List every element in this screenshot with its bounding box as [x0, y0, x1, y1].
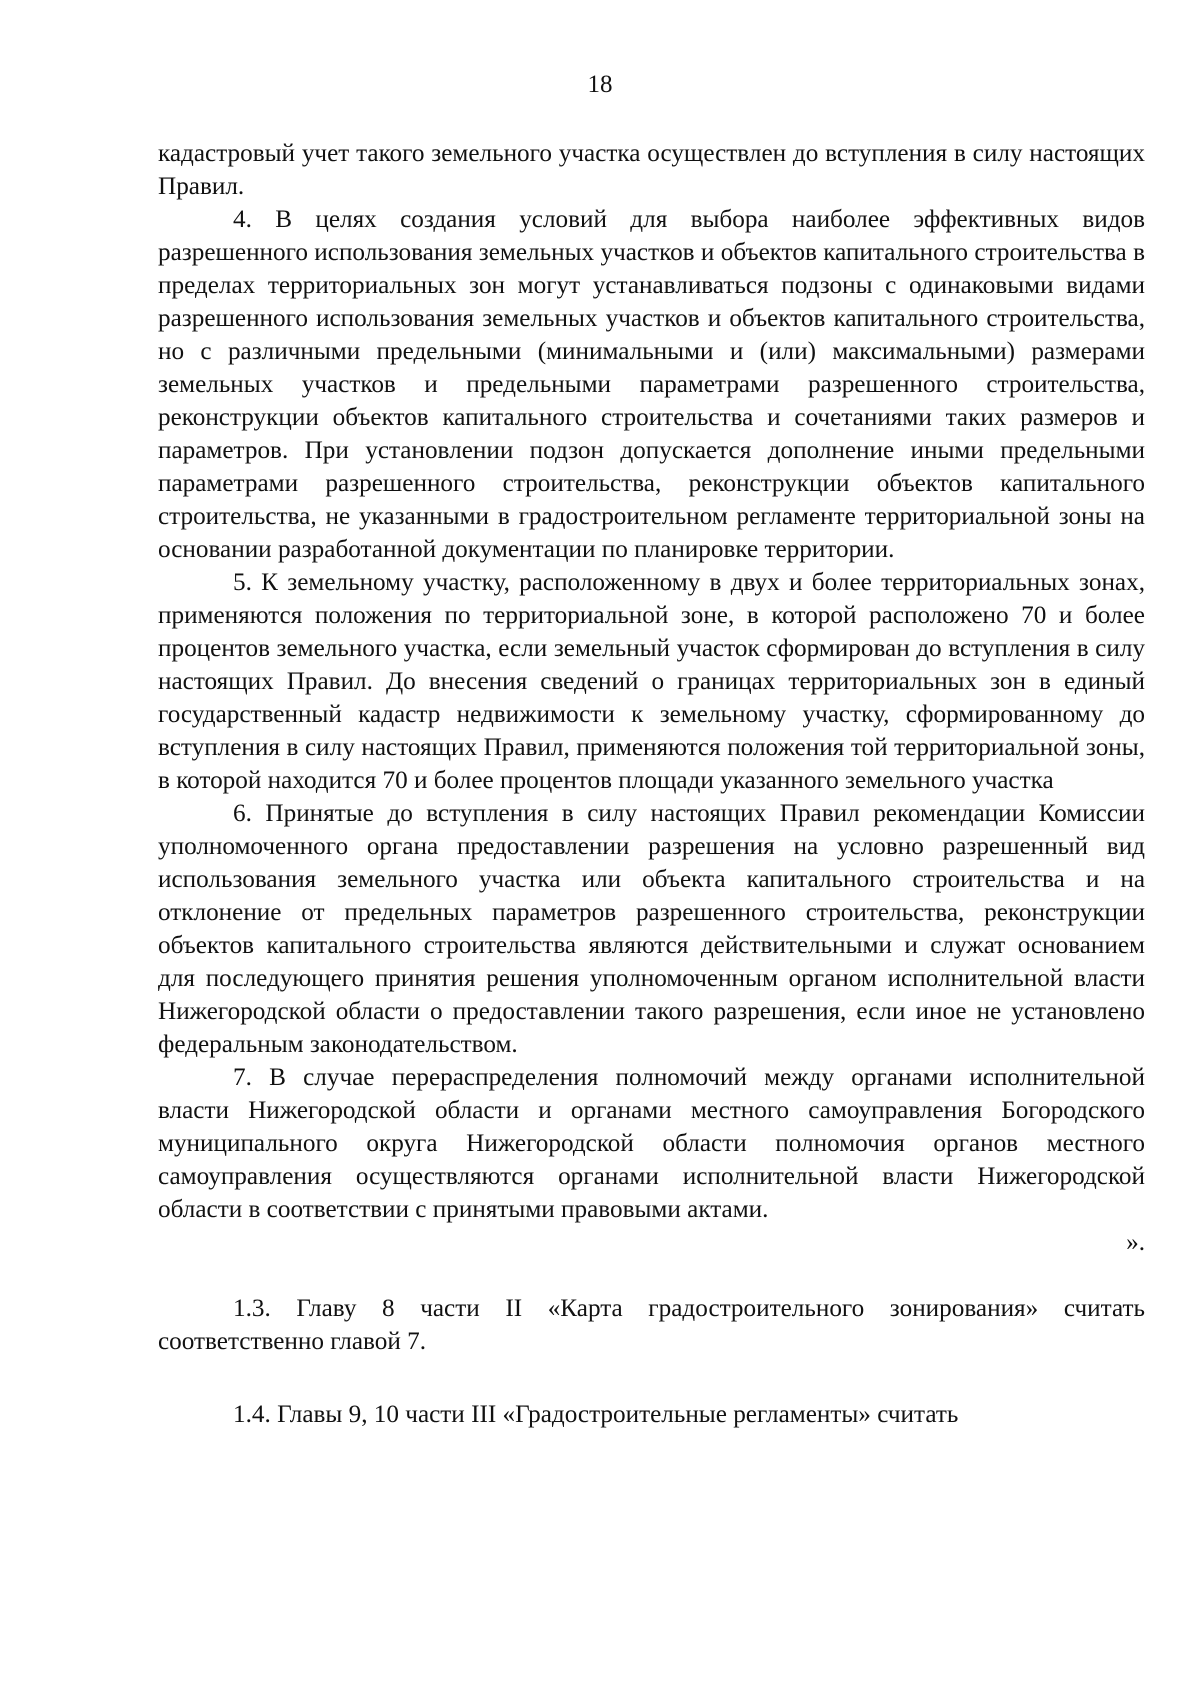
paragraph-7: 7. В случае перераспределения полномочий между органами исполнительной власти Нижегородской области и органами местного самоуправления Богородского муниципального округа Нижегородской области полномочия органов местного самоуправления осуществляются органами исполнительной власти Нижегородской области в соответствии с принятыми правовыми актами.: [158, 1064, 1145, 1223]
paragraph-4: 4. В целях создания условий для выбора наиболее эффективных видов разрешенного использования земельных участков и объектов капитального строительства в пределах территориальных зон могут устанавливаться подзоны с одинаковыми видами разрешенного использования земельных участков и объектов капитального строительства, но с различными предельными (минимальными и (или) максимальными) размерами земельных участков и предельными параметрами разрешенного строительства, реконструкции объектов капитального строительства и сочетаниями таких размеров и параметров. При установлении подзон допускается дополнение иными предельными параметрами разрешенного строительства, реконструкции объектов капитального строительства, не указанными в градостроительном регламенте территориальной зоны на основании разработанной документации по планировке территории.: [158, 206, 1145, 563]
page-number: 18: [587, 71, 613, 98]
paragraph-1-4: 1.4. Главы 9, 10 части III «Градостроительные регламенты» считать: [233, 1401, 959, 1428]
paragraph-continuation: кадастровый учет такого земельного участка осуществлен до вступления в силу настоящих Правил.: [158, 140, 1145, 200]
paragraph-6: 6. Принятые до вступления в силу настоящих Правил рекомендации Комиссии уполномоченного органа предоставлении разрешения на условно разрешенный вид использования земельного участка или объекта капитального строительства и на отклонение от предельных параметров разрешенного строительства, реконструкции объектов капитального строительства являются действительными и служат основанием для последующего принятия решения уполномоченным органом исполнительной власти Нижегородской области о предоставлении такого разрешения, если иное не установлено федеральным законодательством.: [158, 800, 1145, 1058]
closing-quote: ».: [1126, 1229, 1145, 1256]
paragraph-5: 5. К земельному участку, расположенному в двух и более территориальных зонах, применяются положения по территориальной зоне, в которой расположено 70 и более процентов земельного участка, если земельный участок сформирован до вступления в силу настоящих Правил. До внесения сведений о границах территориальных зон в единый государственный кадастр недвижимости к земельному участку, сформированному до вступления в силу настоящих Правил, применяются положения той территориальной зоны, в которой находится 70 и более процентов площади указанного земельного участка: [158, 569, 1145, 794]
paragraph-1-3: 1.3. Главу 8 части II «Карта градостроительного зонирования» считать соответственно главой 7.: [158, 1295, 1145, 1355]
document-body: [158, 137, 1145, 1431]
